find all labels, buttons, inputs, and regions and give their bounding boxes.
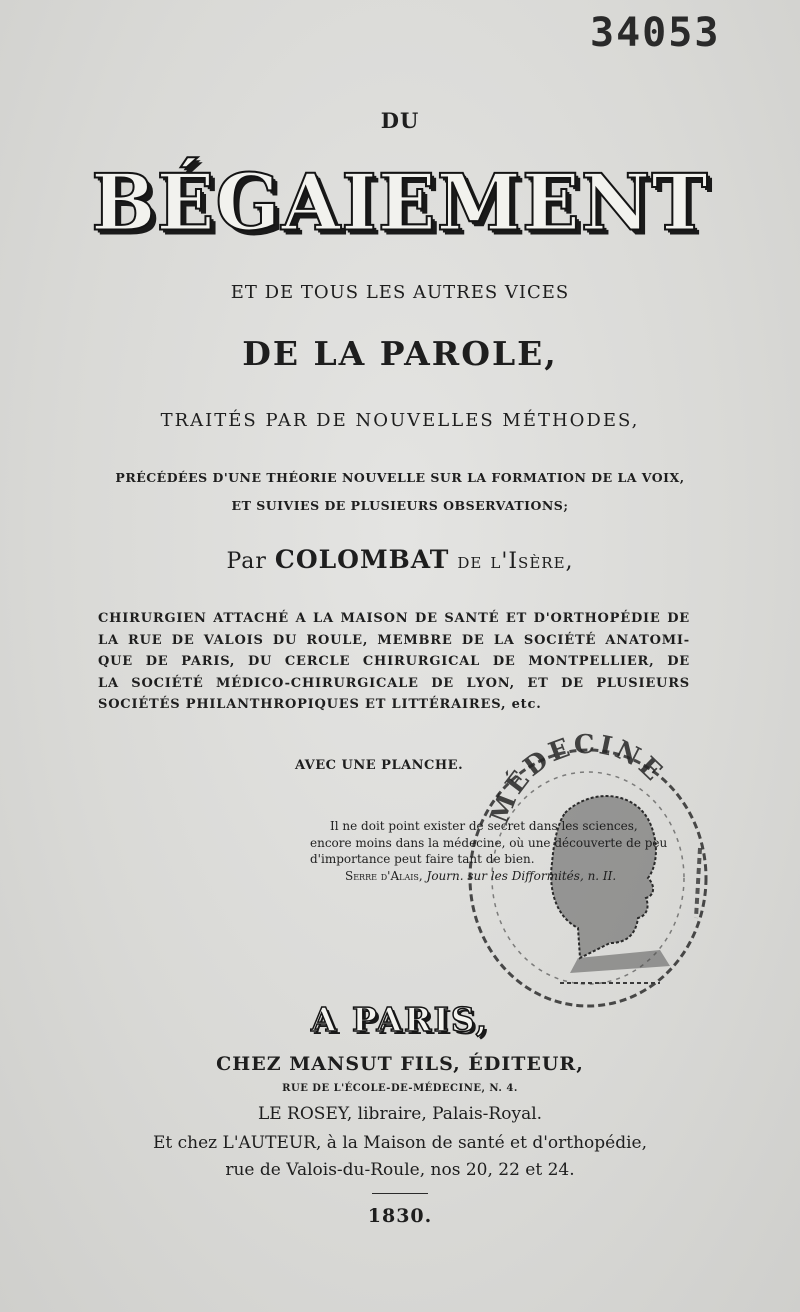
credential-line: LA SOCIÉTÉ MÉDICO-CHIRURGICALE DE LYON, ET DE PLUSIEURS bbox=[98, 675, 690, 691]
epigraph-line: encore moins dans la médecine, où une découverte de peu bbox=[310, 835, 668, 850]
imprint-divider bbox=[372, 1193, 428, 1194]
imprint-year: 1830. bbox=[367, 1205, 433, 1227]
imprint-bookseller: LE ROSEY, libraire, Palais-Royal. bbox=[257, 1104, 543, 1124]
imprint-publisher-address: RUE DE L'ÉCOLE-DE-MÉDECINE, N. 4. bbox=[282, 1083, 518, 1094]
imprint-city: A PARIS, bbox=[310, 1000, 490, 1039]
imprint-publisher: CHEZ MANSUT FILS, ÉDITEUR, bbox=[216, 1053, 584, 1075]
author-name: COLOMBAT bbox=[274, 545, 450, 574]
author-line bbox=[0, 545, 800, 574]
preceded-line: PRÉCÉDÉES D'UNE THÉORIE NOUVELLE SUR LA FORMATION DE LA VOIX, bbox=[115, 470, 685, 485]
epigraph-source bbox=[310, 868, 690, 885]
epigraph-source-work: Journ. sur les Difformités, n. II. bbox=[426, 868, 617, 883]
followed-line: ET SUIVIES DE PLUSIEURS OBSERVATIONS; bbox=[231, 498, 569, 513]
epigraph-source-author: Serre d'Alais, bbox=[345, 868, 423, 883]
plate-note: AVEC UNE PLANCHE. bbox=[295, 758, 464, 773]
credential-line: CHIRURGIEN ATTACHÉ A LA MAISON DE SANTÉ ET D'ORTHOPÉDIE DE bbox=[98, 611, 690, 626]
subtitle-line-1: ET DE TOUS LES AUTRES VICES bbox=[230, 282, 570, 303]
epigraph-line: d'importance peut faire tant de bien. bbox=[310, 852, 535, 866]
subtitle-line-3: TRAITÉS PAR DE NOUVELLES MÉTHODES, bbox=[160, 410, 640, 431]
shelfmark-number: 34053 bbox=[590, 10, 721, 56]
author-credentials bbox=[98, 608, 690, 716]
imprint-author-address-2: rue de Valois-du-Roule, nos 20, 22 et 24. bbox=[225, 1160, 575, 1180]
credential-line: SOCIÉTÉS PHILANTHROPIQUES ET LITTÉRAIRES, etc. bbox=[98, 697, 542, 712]
main-title: BÉGAIEMENT bbox=[91, 157, 709, 248]
author-suffix: de l'Isère, bbox=[457, 549, 574, 574]
subtitle-line-2: DE LA PAROLE, bbox=[242, 334, 558, 373]
author-par: Par bbox=[226, 549, 267, 574]
title-du: DU bbox=[380, 108, 420, 133]
credential-line: LA RUE DE VALOIS DU ROULE, MEMBRE DE LA SOCIÉTÉ ANATOMI- bbox=[98, 632, 690, 648]
epigraph-line: Il ne doit point exister de secret dans les sciences, bbox=[330, 819, 638, 833]
credential-line: QUE DE PARIS, DU CERCLE CHIRURGICAL DE MONTPELLIER, DE bbox=[98, 654, 690, 669]
epigraph bbox=[310, 818, 690, 884]
imprint-author-address-1: Et chez L'AUTEUR, à la Maison de santé et d'orthopédie, bbox=[153, 1133, 647, 1153]
stamp-text: MÉDECINE bbox=[484, 729, 670, 828]
